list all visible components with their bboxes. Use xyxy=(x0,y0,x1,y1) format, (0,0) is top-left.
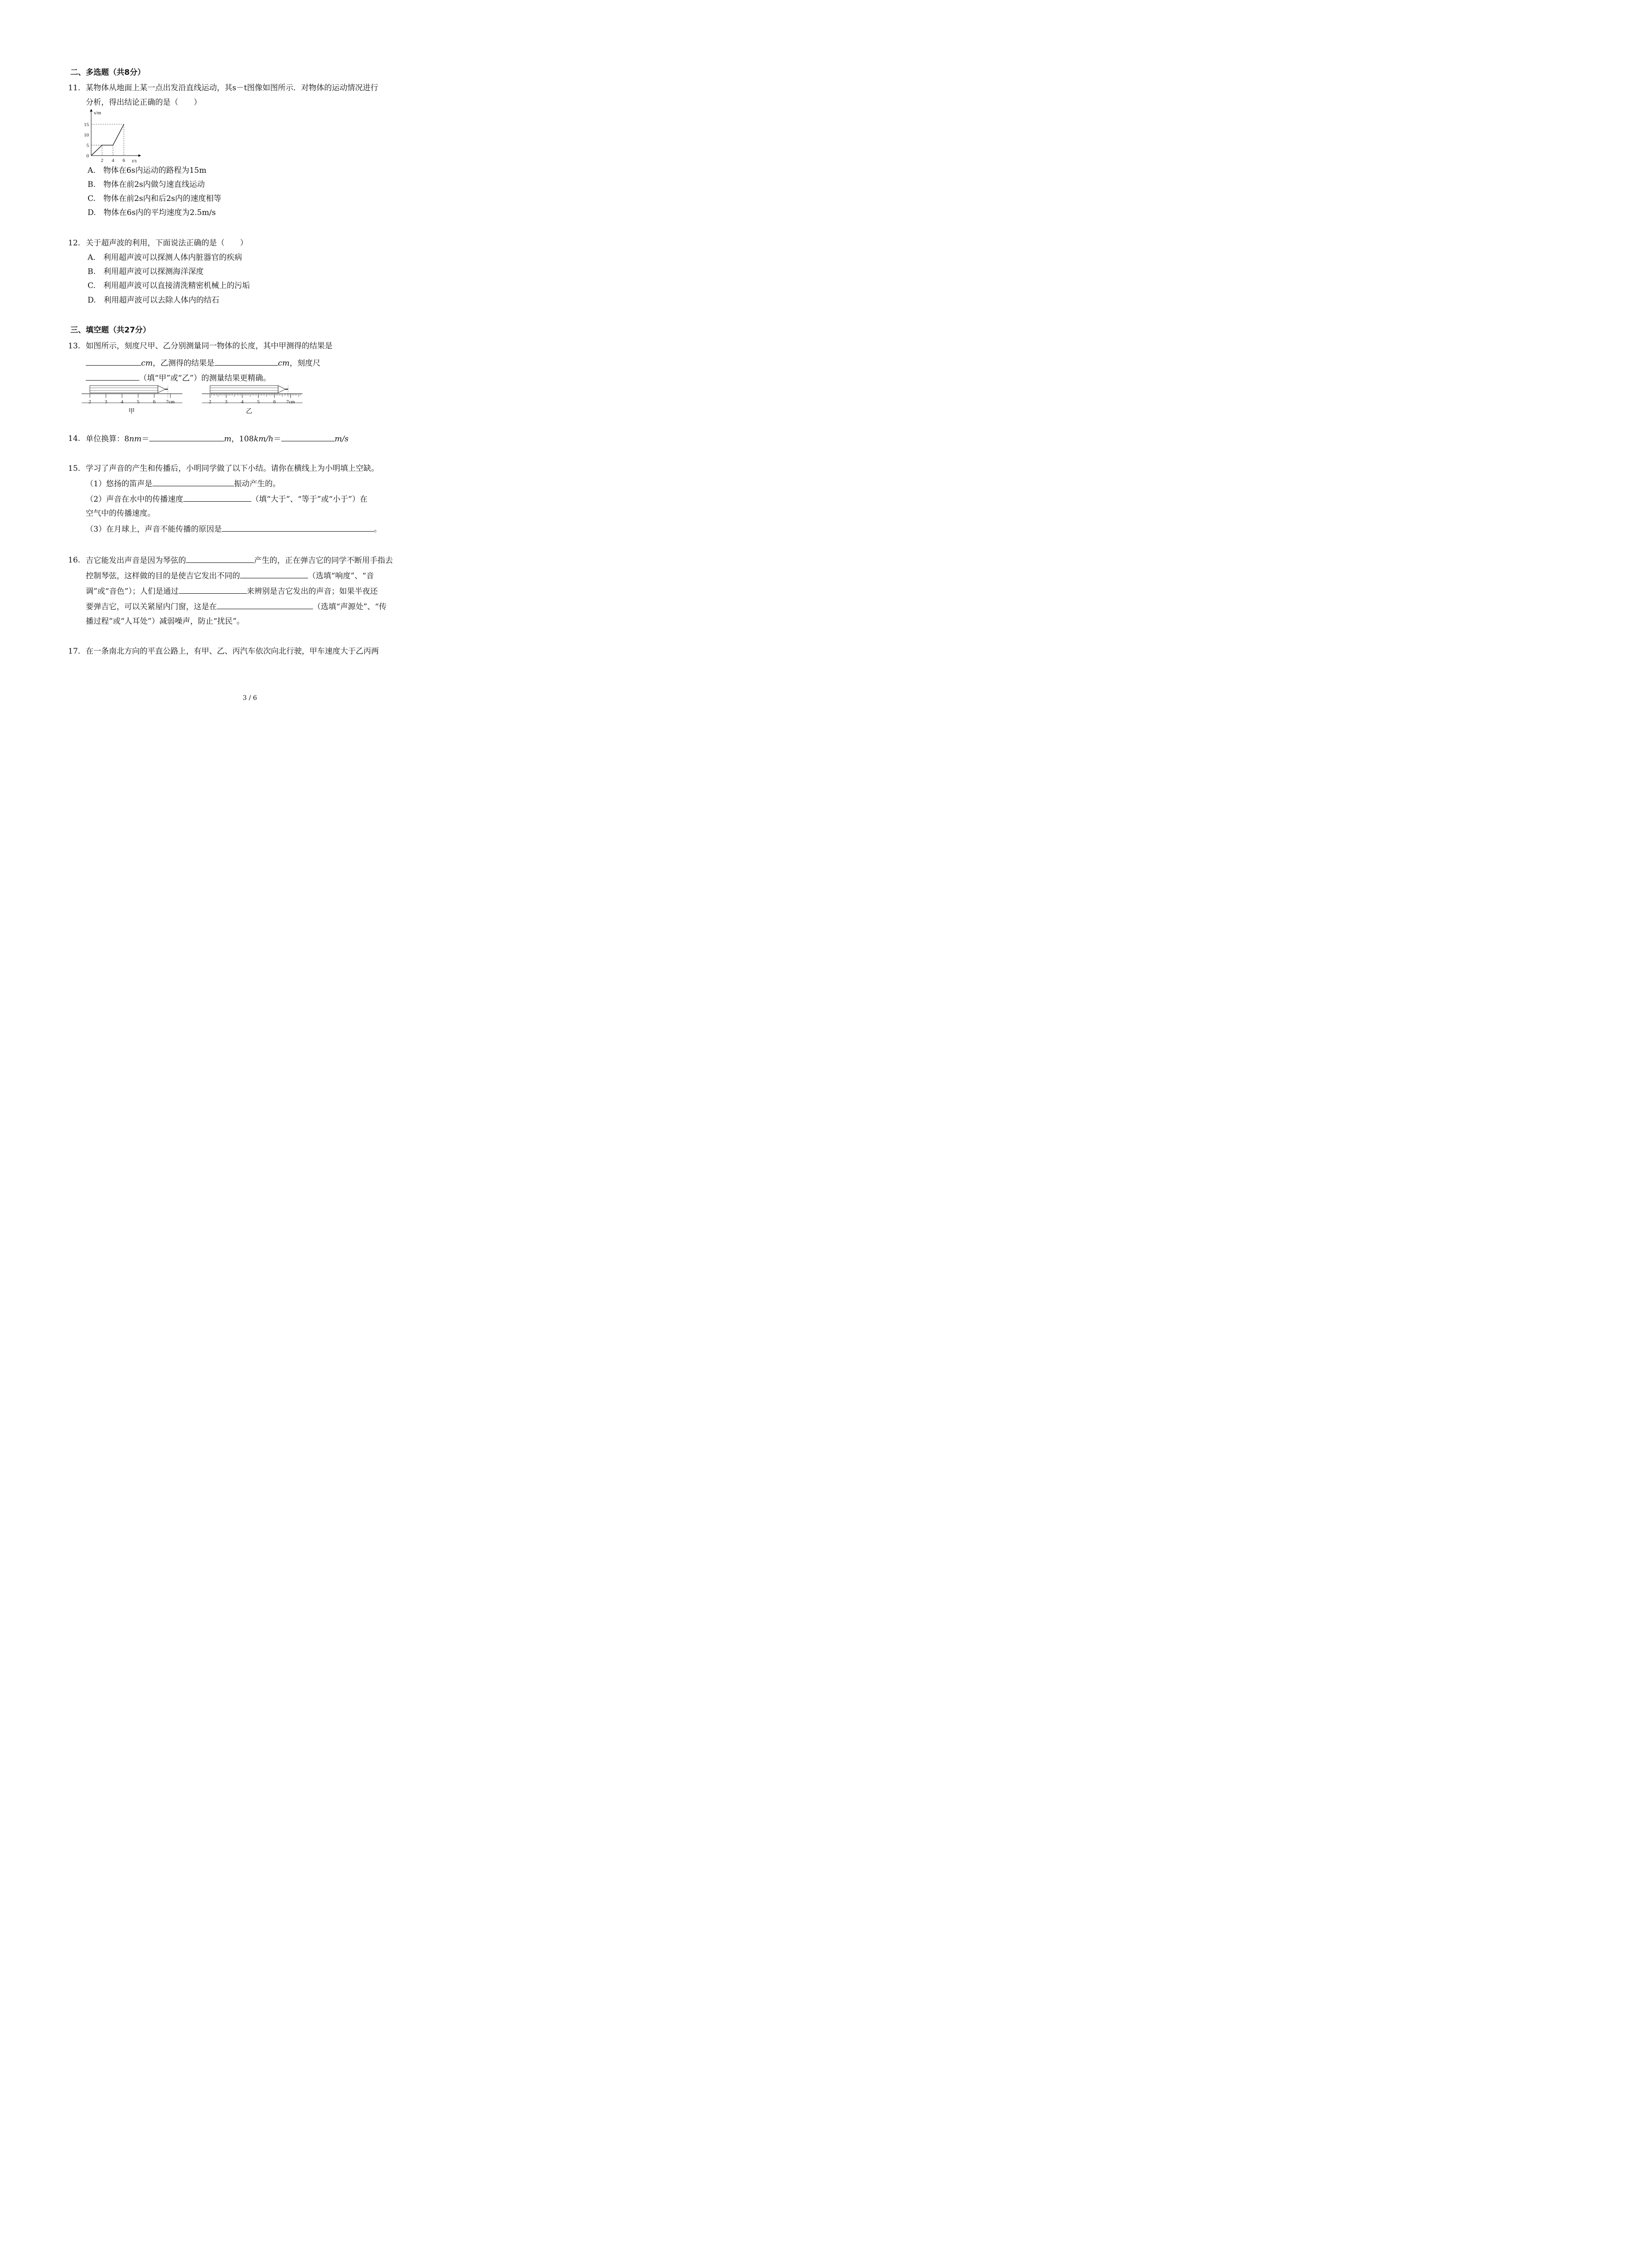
ruler-a-object-body xyxy=(90,386,158,393)
q13-line2 xyxy=(86,358,320,368)
q15-part2-a: （2）声音在水中的传播速度 xyxy=(86,495,183,504)
ruler-a-tick-label: 7cm xyxy=(166,399,175,405)
q16-line5: 播过程”或“人耳处”）减弱噪声，防止“扰民”。 xyxy=(86,617,245,626)
q16-line2-b: （选填“响度”、“音 xyxy=(308,572,374,581)
q14-eq-2: ＝ xyxy=(273,435,281,444)
q11-option-c: C. 物体在前2s内和后2s内的速度相等 xyxy=(88,194,221,203)
q13-stem-line1: 如图所示，刻度尺甲、乙分别测量同一物体的长度，其中甲测得的结果是 xyxy=(86,342,333,351)
q13-number: 13. xyxy=(68,342,81,351)
q15-part1 xyxy=(86,479,280,489)
ruler-a-tick-label: 4 xyxy=(121,399,123,405)
q14-blank-1[interactable] xyxy=(149,434,224,441)
q16-blank-1[interactable] xyxy=(186,555,254,563)
q15-blank-1[interactable] xyxy=(152,479,234,486)
q15-number: 15. xyxy=(68,464,81,473)
q15-part2-b: （填“大于”、“等于”或“小于”）在 xyxy=(251,495,367,504)
q16-line1-a: 吉它能发出声音是因为琴弦的 xyxy=(86,556,186,565)
ruler-a-object-tip xyxy=(158,386,165,393)
ruler-b-tick-label: 2 xyxy=(209,399,211,405)
q15-part3-b: 。 xyxy=(373,525,382,534)
q11-st-graph xyxy=(79,109,143,166)
q13-line3-text: （填“甲”或“乙”）的测量结果更精确。 xyxy=(139,374,271,383)
q15-part1-a: （1）悠扬的笛声是 xyxy=(86,479,152,489)
q15-part1-b: 振动产生的。 xyxy=(234,479,280,489)
q13-line3 xyxy=(86,373,271,383)
q12-stem: 关于超声波的利用，下面说法正确的是（ ） xyxy=(86,239,248,248)
q15-part2 xyxy=(86,494,367,504)
q15-stem: 学习了声音的产生和传播后，小明同学做了以下小结。请你在横线上为小明填上空缺。 xyxy=(86,464,379,473)
q16-blank-2[interactable] xyxy=(240,571,308,578)
ruler-figure-b xyxy=(202,384,306,415)
st-line-series xyxy=(91,124,124,156)
q16-line1-b: 产生的，正在弹吉它的同学不断用手指去 xyxy=(254,556,393,565)
y-tick-label-5: 5 xyxy=(86,143,89,148)
q15-part3-a: （3）在月球上，声音不能传播的原因是 xyxy=(86,525,222,534)
q16-line3 xyxy=(86,586,378,596)
ruler-b-tick-label: 5 xyxy=(257,399,260,405)
q16-blank-4[interactable] xyxy=(217,601,313,609)
q16-line1 xyxy=(86,555,393,566)
q11-number: 11. xyxy=(68,83,81,93)
ruler-b-object-tip xyxy=(278,386,285,393)
x-tick-label-4: 4 xyxy=(112,158,114,163)
y-axis-label: s/m xyxy=(94,110,101,116)
x-axis-arrow xyxy=(138,154,141,157)
x-axis-label: t/s xyxy=(132,158,137,164)
q14-number: 14. xyxy=(68,434,81,443)
y-tick-label-15: 15 xyxy=(84,122,89,127)
q16-line4-a: 要弹吉它，可以关紧屋内门窗，这是在 xyxy=(86,602,217,611)
q16-line2-a: 控制琴弦，这样做的目的是使吉它发出不同的 xyxy=(86,572,240,581)
q16-line3-b: 来辨别是吉它发出的声音；如果半夜还 xyxy=(246,587,378,596)
q11-stem-line2: 分析，得出结论正确的是（ ） xyxy=(86,98,201,107)
q17-stem-line1: 在一条南北方向的平直公路上，有甲、乙、丙汽车依次向北行驶，甲车速度大于乙丙两 xyxy=(86,647,379,656)
q13-unit-1: cm xyxy=(141,359,153,368)
x-tick-label-2: 2 xyxy=(101,158,103,163)
q16-line3-a: 调”或“音色”）；人们是通过 xyxy=(86,587,179,596)
ruler-b-object-body xyxy=(210,386,278,393)
q16-blank-3[interactable] xyxy=(179,586,247,594)
x-tick-label-6: 6 xyxy=(122,158,125,163)
q13-mid-text: ，乙测得的结果是 xyxy=(152,359,215,368)
q11-stem-line1: 某物体从地面上某一点出发沿直线运动，其s－t图像如图所示．对物体的运动情况进行 xyxy=(86,83,378,93)
ruler-a-tick-label: 5 xyxy=(137,399,140,405)
ruler-b-caption: 乙 xyxy=(246,408,252,415)
q13-unit-2: cm xyxy=(278,359,290,368)
y-tick-label-10: 10 xyxy=(84,132,89,138)
section-heading-fill: 三、填空题（共27分） xyxy=(70,326,151,335)
q14-text2: ，108 xyxy=(231,435,254,444)
q13-blank-1[interactable] xyxy=(86,358,141,366)
ruler-a-caption: 甲 xyxy=(128,408,135,415)
q14-line xyxy=(86,434,348,444)
q14-unit-ms: m/s xyxy=(334,435,349,444)
q14-unit-nm: nm xyxy=(129,435,142,444)
ruler-b-tick-label: 4 xyxy=(241,399,244,405)
q13-tail-text: ，刻度尺 xyxy=(289,359,321,368)
section-heading-multi: 二、多选题（共8分） xyxy=(70,68,145,77)
q14-eq-1: ＝ xyxy=(141,435,149,444)
q12-option-c: C. 利用超声波可以直接清洗精密机械上的污垢 xyxy=(88,281,250,290)
ruler-b-tick-label: 6 xyxy=(273,399,276,405)
y-tick-label-0: 0 xyxy=(86,153,89,159)
q16-number: 16. xyxy=(68,556,81,565)
ruler-b-tick-label: 3 xyxy=(225,399,228,405)
q16-line4 xyxy=(86,601,387,612)
q16-line2 xyxy=(86,571,374,581)
q11-option-d: D. 物体在6s内的平均速度为2.5m/s xyxy=(88,208,216,217)
q14-unit-kmh: km/h xyxy=(254,435,274,444)
q12-number: 12. xyxy=(68,239,81,248)
q14-text1: 单位换算：8 xyxy=(86,435,129,444)
q14-unit-m: m xyxy=(224,435,232,444)
q16-line4-b: （选填“声源处”、“传 xyxy=(313,602,387,611)
page-number: 3 / 6 xyxy=(243,694,257,702)
q12-option-a: A. 利用超声波可以探测人体内脏器官的疾病 xyxy=(88,253,242,262)
ruler-a-tick-label: 6 xyxy=(153,399,156,405)
q14-blank-2[interactable] xyxy=(281,434,335,441)
q13-blank-3[interactable] xyxy=(86,373,139,381)
q15-blank-3[interactable] xyxy=(222,524,374,532)
q17-number: 17. xyxy=(68,647,81,656)
q11-option-b: B. 物体在前2s内做匀速直线运动 xyxy=(88,180,205,189)
q13-blank-2[interactable] xyxy=(215,358,278,366)
ruler-a-tick-label: 2 xyxy=(88,399,91,405)
q15-part2-cont: 空气中的传播速度。 xyxy=(86,509,155,518)
q15-part3 xyxy=(86,524,382,534)
y-axis-arrow xyxy=(90,109,93,112)
q12-option-b: B. 利用超声波可以探测海洋深度 xyxy=(88,267,204,276)
ruler-b-tick-label: 7cm xyxy=(286,399,295,405)
q12-option-d: D. 利用超声波可以去除人体内的结石 xyxy=(88,296,220,305)
q11-option-a: A. 物体在6s内运动的路程为15m xyxy=(88,166,206,175)
q15-blank-2[interactable] xyxy=(183,494,251,502)
ruler-a-tick-label: 3 xyxy=(104,399,108,405)
